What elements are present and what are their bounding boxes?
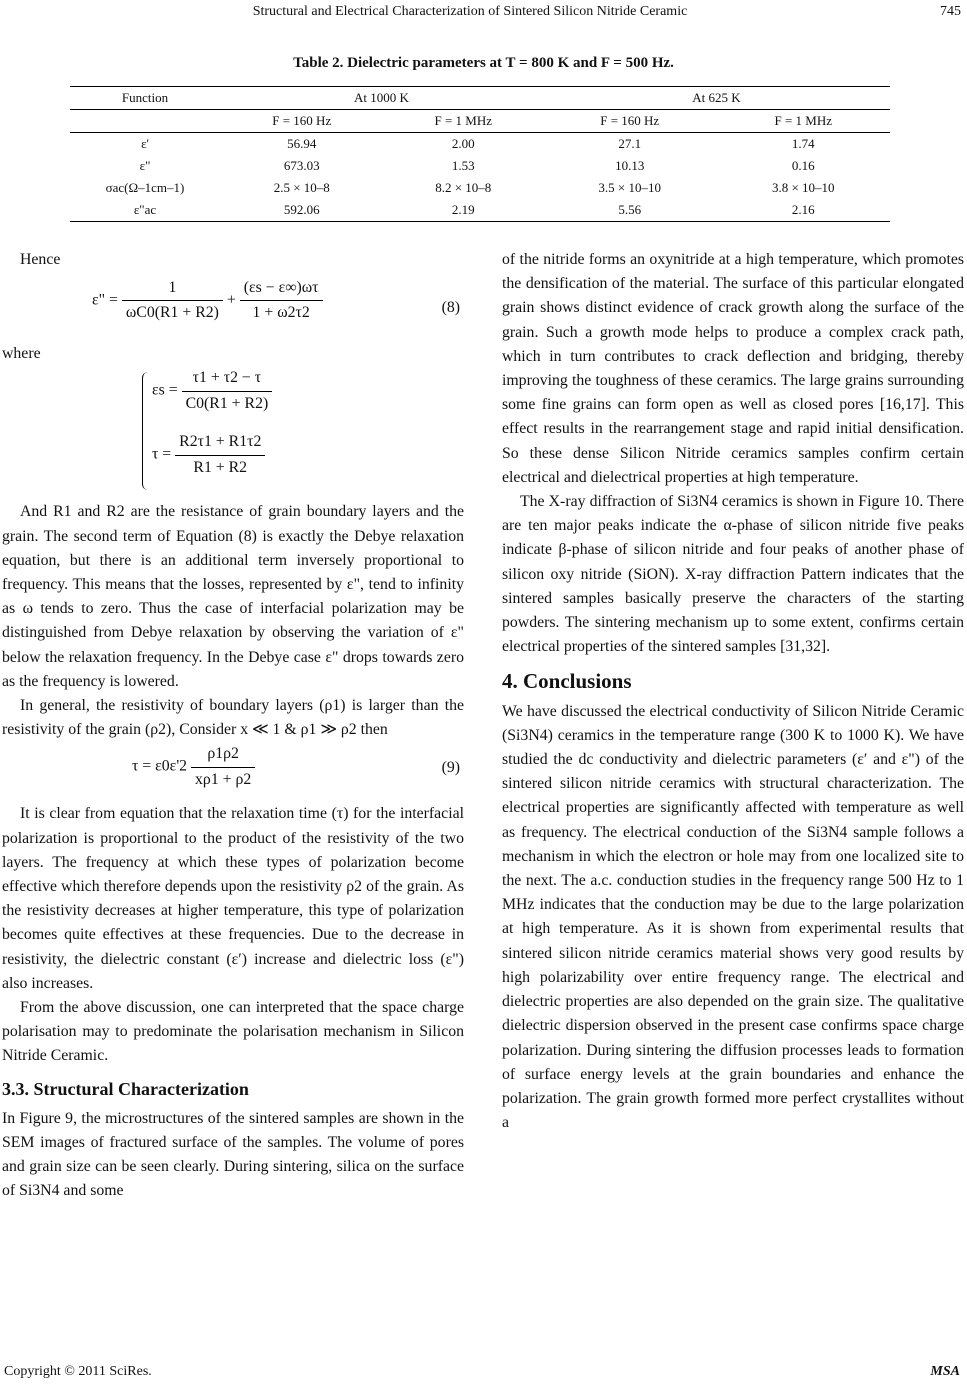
equation-system (2, 366, 464, 496)
equation-fraction (175, 430, 265, 479)
table-cell: 673.03 (283, 158, 320, 173)
equation-fraction (182, 366, 273, 415)
footer (4, 1364, 964, 1380)
table-cell: ε" (139, 158, 151, 173)
table-cell: 0.16 (791, 158, 815, 173)
equation-fraction (191, 742, 255, 791)
table-cell: 1.74 (791, 136, 815, 151)
table-caption: Table 2. Dielectric parameters at T = 800 K and F = 500 Hz. (293, 55, 674, 71)
table-cell: 27.1 (618, 136, 642, 151)
paragraph: We have discussed the electrical conductivity of Silicon Nitride Ceramic (Si3N4) ceramics in the temperature range (300 K to 1000 K). We have studied the dc conductivity and dielectric parameters (ε′ and ε") of the sintered silicon nitride ceramics with structural characterization. The electrical properties are significantly affected with temperature as well as frequency. The electrical conduction of the Si3N4 sample follows a mechanism in which the electron or hole may from one localized site to the next. The a.c. conduction studies in the frequency range 500 Hz to 1 MHz indicates that the conduction may be due to the large polarization at high temperature. As it is shown from experimental results that sintered silicon nitride ceramics material shows very good results by high polarizability over entire frequency range. The electrical and dielectric properties are also depended on the grain size. The qualitative dielectric dispersion observed in the present case confirms space charge polarization. During sintering the diffusion processes leads to formation of surface energy levels at the grain boundaries and enhance the polarization. The grain growth formed more perfect crystallites without a (502, 702, 964, 1132)
paragraph: In general, the resistivity of boundary layers (ρ1) is larger than the resistivity of the grain (ρ2), Consider x ≪ 1 & ρ1 ≫ ρ2 then (2, 697, 464, 739)
paragraph: The X-ray diffraction of Si3N4 ceramics is shown in Figure 10. There are ten major peaks indicate the α-phase of silicon nitride five peaks indicate β-phase of silicon nitride and four peaks of another phase of silicon oxy nitride (SiON). X-ray diffraction Pattern indicates that the sintered samples basically preserve the characters of the starting powders. The sintering mechanism up to some extent, confirms certain electrical properties of the sintered samples [31,32]. (502, 493, 964, 656)
denominator: C0(R1 + R2) (185, 394, 269, 412)
table-header-cell (70, 110, 220, 133)
table-row (70, 133, 890, 156)
table-cell: 2.5 × 10–8 (273, 180, 330, 195)
equation-lhs: τ = ε0ε'2 (132, 757, 188, 775)
table-header-cell: At 1000 K (220, 87, 543, 110)
table-cell: 2.19 (384, 199, 543, 222)
equation-8 (2, 276, 464, 342)
equation-lhs: τ = (152, 445, 172, 463)
section-heading: 3.3. Structural Characterization (2, 1078, 249, 1099)
paragraph: where (2, 345, 41, 363)
denominator: R1 + R2 (193, 458, 248, 476)
equation-fraction (122, 276, 223, 325)
equation-lhs: εs = (152, 381, 178, 399)
equation-line (152, 430, 464, 494)
numerator: (εs − ε∞)ωτ (240, 276, 323, 301)
table-cell: 1.53 (451, 158, 475, 173)
journal-name: MSA (930, 1364, 960, 1379)
paragraph: And R1 and R2 are the resistance of grain boundary layers and the grain. The second term of Equation (8) is exactly the Debye relaxation equation, but there is an additional term inversely proportional to frequency. This means that the losses, represented by ε", tend to infinity as ω tends to zero. Thus the case of interfacial polarization may be distinguished from Debye relaxation by observing the variation of ε" below the relaxation frequency. In the Debye case ε" drops towards zero as the frequency is lowered. (2, 503, 464, 690)
paragraph: In Figure 9, the microstructures of the sintered samples are shown in the SEM images of fractured surface of the samples. The volume of pores and grain size can be seen clearly. During sintering, silica on the surface of Si3N4 and some (2, 1109, 464, 1200)
table-cell: 56.94 (287, 136, 317, 151)
right-column (502, 248, 964, 1135)
equation-number: (9) (441, 759, 460, 777)
equation-operator: + (226, 291, 236, 309)
denominator: ωC0(R1 + R2) (125, 304, 219, 322)
table-cell: ε"ac (70, 199, 220, 222)
table-row (70, 155, 890, 177)
paragraph: of the nitride forms an oxynitride at a high temperature, which promotes the densification of the material. The surface of this particular elongated grain shows distinct evidence of crack growth along the surface of the grain. Such a growth mode helps to produce a complex crack path, which in turn contributes to crack deflection and bridging, thereby improving the toughness of these ceramics. The large grains surrounding some fine grains can form open as well as closed pores [16,17]. This effect results in the rearrangement stage and rapid initial densification. So these dense Silicon Nitride ceramics samples confirm certain electrical and dielectrical properties at high temperature. (502, 251, 964, 486)
copyright: Copyright © 2011 SciRes. (4, 1364, 152, 1379)
table-subheader-row (70, 110, 890, 133)
equation-line (152, 366, 464, 430)
equation-number: (8) (441, 299, 460, 317)
page-number: 745 (940, 4, 961, 19)
dielectric-table (70, 86, 890, 222)
table-header-cell: At 625 K (543, 87, 890, 110)
table-cell: 3.5 × 10–10 (598, 180, 662, 195)
denominator: xρ1 + ρ2 (195, 770, 252, 788)
table-row (70, 199, 890, 222)
table-header-cell: F = 160 Hz (543, 110, 717, 133)
equation-9 (2, 742, 464, 802)
table-row (70, 177, 890, 199)
table-header-cell: Function (70, 87, 220, 110)
table-cell: 2.00 (451, 136, 475, 151)
paragraph: It is clear from equation that the relaxation time (τ) for the interfacial polarization is proportional to the product of the resistivity of the two layers. The frequency at which these types of polarization become effective which therefore depends upon the resistivity ρ2 of the grain. As the resistivity decreases at higher temperature, this type of polarization becomes quite effectives at these frequencies. Due to the decrease in resistivity, the dielectric constant (ε′) increase and dielectric loss (ε") also increases. (2, 805, 464, 992)
table-header-row (70, 87, 890, 110)
table-cell: 3.8 × 10–10 (771, 180, 835, 195)
running-title: Structural and Electrical Characterization of Sintered Silicon Nitride Ceramic (252, 4, 688, 19)
table-header-cell: F = 1 MHz (716, 110, 890, 133)
numerator: R2τ1 + R1τ2 (175, 430, 265, 455)
table-cell: 592.06 (220, 199, 384, 222)
table-header-cell: F = 1 MHz (384, 110, 543, 133)
table-cell: 2.16 (716, 199, 890, 222)
numerator: 1 (122, 276, 223, 301)
numerator: τ1 + τ2 − τ (182, 366, 273, 391)
equation-fraction (240, 276, 323, 325)
table-cell: 10.13 (615, 158, 645, 173)
left-column (2, 248, 464, 1204)
paragraph: From the above discussion, one can interpreted that the space charge polarisation may to predominate the polarisation mechanism in Silicon Nitride Ceramic. (2, 999, 464, 1065)
denominator: 1 + ω2τ2 (252, 304, 310, 322)
brace (142, 372, 151, 490)
table-cell: 5.56 (543, 199, 717, 222)
table-cell: 8.2 × 10–8 (435, 180, 492, 195)
table-cell: σac(Ω–1cm–1) (105, 180, 185, 195)
numerator: ρ1ρ2 (191, 742, 255, 767)
equation-lhs: ε" = (92, 291, 118, 309)
table-header-cell: F = 160 Hz (220, 110, 384, 133)
table-cell: ε' (141, 136, 149, 151)
paragraph: Hence (20, 251, 61, 268)
section-heading: 4. Conclusions (502, 669, 632, 694)
